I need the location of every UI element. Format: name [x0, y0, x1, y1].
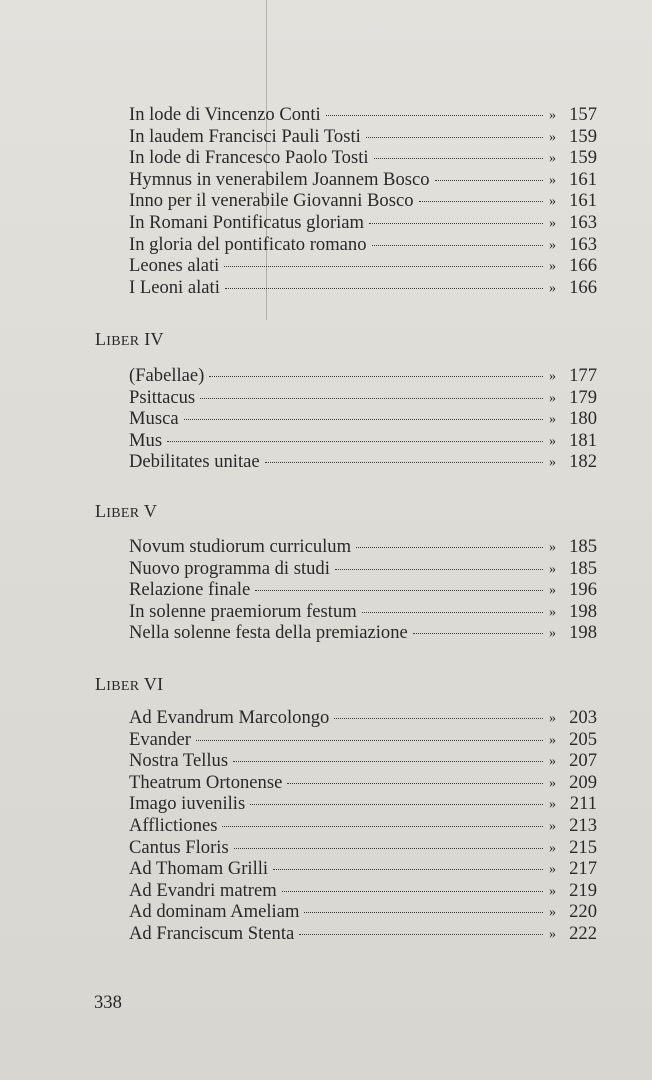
toc-entry-page: 161	[569, 168, 597, 190]
toc-entry-page: 220	[569, 901, 597, 923]
toc-entry-title: Novum studiorum curriculum	[129, 536, 352, 557]
toc-entry-title: In laudem Francisci Pauli Tosti	[129, 125, 361, 147]
dot-leaders	[369, 223, 543, 224]
dot-leaders	[196, 740, 543, 741]
toc-entry-page: 213	[569, 815, 597, 836]
dot-leaders	[255, 590, 543, 591]
toc-entry-title: Nella solenne festa della premiazione	[129, 622, 408, 644]
toc-entry	[129, 536, 597, 558]
toc-entry-title: Cantus Floris	[129, 836, 229, 858]
toc-entry-page: 177	[569, 365, 597, 386]
toc-entry-title: In Romani Pontificatus gloriam	[129, 212, 364, 233]
toc-entry-title: Ad dominam Ameliam	[129, 901, 300, 923]
toc-entry	[129, 104, 597, 126]
toc-entry	[129, 858, 597, 880]
toc-entry	[129, 190, 597, 212]
ditto-mark: »	[549, 583, 556, 599]
dot-leaders	[184, 419, 543, 420]
dot-leaders	[250, 804, 543, 805]
toc-entry-page: 196	[569, 579, 597, 601]
toc-entry-page: 163	[569, 233, 597, 255]
toc-entry-page: 222	[569, 923, 597, 944]
ditto-mark: »	[549, 216, 556, 231]
ditto-mark: »	[549, 194, 556, 210]
toc-entry-title: Hymnus in venerabilem Joannem Bosco	[129, 168, 430, 190]
section-heading-liber-iv: LIBER IV	[95, 329, 164, 349]
ditto-mark: »	[549, 108, 556, 123]
toc-entry	[129, 255, 597, 277]
toc-entry-title: I Leoni alati	[129, 276, 220, 298]
toc-entry-title: Afflictiones	[129, 815, 218, 836]
toc-entry-page: 163	[569, 212, 597, 233]
dot-leaders	[287, 783, 543, 784]
ditto-mark: »	[549, 369, 556, 384]
toc-entry-page: 159	[569, 147, 597, 169]
toc-entry-title: Ad Evandrum Marcolongo	[129, 707, 330, 728]
toc-entry-title: Nuovo programma di studi	[129, 557, 330, 579]
toc-entry	[129, 923, 597, 945]
toc-entry-page: 207	[569, 750, 597, 772]
toc-entry-page: 161	[569, 190, 597, 212]
toc-entry-page: 166	[569, 255, 597, 277]
toc-entry-title: Leones alati	[129, 255, 220, 277]
dot-leaders	[299, 934, 543, 935]
dot-leaders	[326, 115, 543, 116]
ditto-mark: »	[549, 927, 556, 942]
toc-entry-title: Debilitates unitae	[129, 451, 260, 473]
toc-entry-title: Theatrum Ortonense	[129, 771, 283, 793]
ditto-mark: »	[549, 711, 556, 726]
dot-leaders	[335, 569, 543, 570]
dot-leaders	[413, 633, 543, 634]
toc-entry-title: Psittacus	[129, 386, 196, 408]
toc-entry-title: In gloria del pontificato romano	[129, 233, 367, 255]
toc-entry	[129, 126, 597, 148]
dot-leaders	[362, 612, 543, 613]
dot-leaders	[200, 398, 543, 399]
dot-leaders	[234, 848, 543, 849]
ditto-mark: »	[549, 280, 556, 296]
toc-entry-page: 205	[569, 728, 597, 750]
toc-entry-page: 181	[569, 429, 597, 451]
toc-entry	[129, 772, 597, 794]
section-heading-liber-v: LIBER V	[95, 501, 158, 521]
dot-leaders	[282, 891, 543, 892]
toc-entry-page: 185	[569, 557, 597, 579]
toc-entry	[129, 277, 597, 299]
toc-entry	[129, 837, 597, 859]
toc-entry	[129, 387, 597, 409]
ditto-mark: »	[549, 775, 556, 791]
toc-entry-title: Musca	[129, 408, 179, 430]
ditto-mark: »	[549, 151, 556, 167]
toc-entry-page: 166	[569, 276, 597, 298]
toc-entry-title: In lode di Francesco Paolo Tosti	[129, 147, 369, 169]
toc-entry-page: 157	[569, 104, 597, 125]
toc-entry	[129, 880, 597, 902]
toc-entry	[129, 408, 597, 430]
ditto-mark: »	[549, 390, 556, 406]
toc-entry-page: 198	[569, 600, 597, 622]
dot-leaders	[419, 201, 543, 202]
ditto-mark: »	[549, 129, 556, 145]
toc-entry	[129, 430, 597, 452]
toc-entry-title: Imago iuvenilis	[129, 793, 246, 815]
toc-entry-page: 211	[569, 793, 597, 815]
ditto-mark: »	[549, 754, 556, 770]
ditto-mark: »	[549, 237, 556, 253]
ditto-mark: »	[549, 732, 556, 748]
toc-entry-page: 179	[569, 386, 597, 408]
toc-entry-title: Ad Franciscum Stenta	[129, 923, 295, 944]
ditto-mark: »	[549, 412, 556, 428]
ditto-mark: »	[549, 433, 556, 449]
toc-entry	[129, 815, 597, 837]
ditto-mark: »	[549, 172, 556, 188]
ditto-mark: »	[549, 540, 556, 555]
dot-leaders	[372, 245, 543, 246]
toc-entry-title: Ad Evandri matrem	[129, 879, 277, 901]
toc-entry-title: In solenne praemiorum festum	[129, 600, 357, 622]
dot-leaders	[334, 718, 543, 719]
toc-entry	[129, 169, 597, 191]
dot-leaders	[304, 912, 543, 913]
toc-entry-title: Relazione finale	[129, 579, 251, 601]
toc-entry	[129, 212, 597, 234]
toc-entry-page: 203	[569, 707, 597, 728]
toc-entry-title: Nostra Tellus	[129, 750, 229, 772]
toc-entry	[129, 579, 597, 601]
dot-leaders	[356, 547, 543, 548]
toc-entry-title: Ad Thomam Grilli	[129, 858, 269, 880]
ditto-mark: »	[549, 259, 556, 275]
ditto-mark: »	[549, 883, 556, 899]
toc-entry	[129, 750, 597, 772]
ditto-mark: »	[549, 840, 556, 856]
toc-entry-title: (Fabellae)	[129, 365, 205, 386]
section-heading-liber-vi: LIBER VI	[95, 674, 164, 694]
dot-leaders	[167, 441, 543, 442]
toc-entry-page: 180	[569, 408, 597, 430]
toc-entry	[129, 451, 597, 473]
dot-leaders	[374, 158, 543, 159]
toc-entry-page: 182	[569, 451, 597, 473]
toc-entry-page: 159	[569, 125, 597, 147]
dot-leaders	[224, 266, 543, 267]
toc-entry	[129, 707, 597, 729]
ditto-mark: »	[549, 819, 556, 834]
toc-entry-page: 198	[569, 622, 597, 644]
toc-entry	[129, 234, 597, 256]
toc-entry-title: Inno per il venerabile Giovanni Bosco	[129, 190, 414, 212]
ditto-mark: »	[549, 862, 556, 878]
toc-entry-page: 185	[569, 536, 597, 557]
toc-entry-page: 209	[569, 771, 597, 793]
ditto-mark: »	[549, 604, 556, 620]
ditto-mark: »	[549, 905, 556, 921]
ditto-mark: »	[549, 455, 556, 471]
page-number: 338	[94, 992, 122, 1013]
toc-entry-page: 217	[569, 858, 597, 880]
ditto-mark: »	[549, 626, 556, 642]
dot-leaders	[222, 826, 543, 827]
toc-entry-page: 219	[569, 879, 597, 901]
ditto-mark: »	[549, 797, 556, 813]
toc-entry-title: Evander	[129, 728, 191, 750]
ditto-mark: »	[549, 561, 556, 577]
dot-leaders	[265, 462, 543, 463]
toc-entry-page: 215	[569, 836, 597, 858]
toc-entry	[129, 147, 597, 169]
dot-leaders	[225, 288, 543, 289]
toc-entry	[129, 365, 597, 387]
toc-entry	[129, 622, 597, 644]
toc-entry	[129, 729, 597, 751]
dot-leaders	[233, 761, 543, 762]
toc-entry	[129, 601, 597, 623]
dot-leaders	[435, 180, 543, 181]
toc-entry-title: Mus	[129, 429, 163, 451]
toc-entry-title: In lode di Vincenzo Conti	[129, 104, 321, 125]
dot-leaders	[366, 137, 543, 138]
toc-entry	[129, 901, 597, 923]
toc-entry	[129, 793, 597, 815]
toc-entry	[129, 558, 597, 580]
dot-leaders	[209, 376, 543, 377]
dot-leaders	[273, 869, 543, 870]
